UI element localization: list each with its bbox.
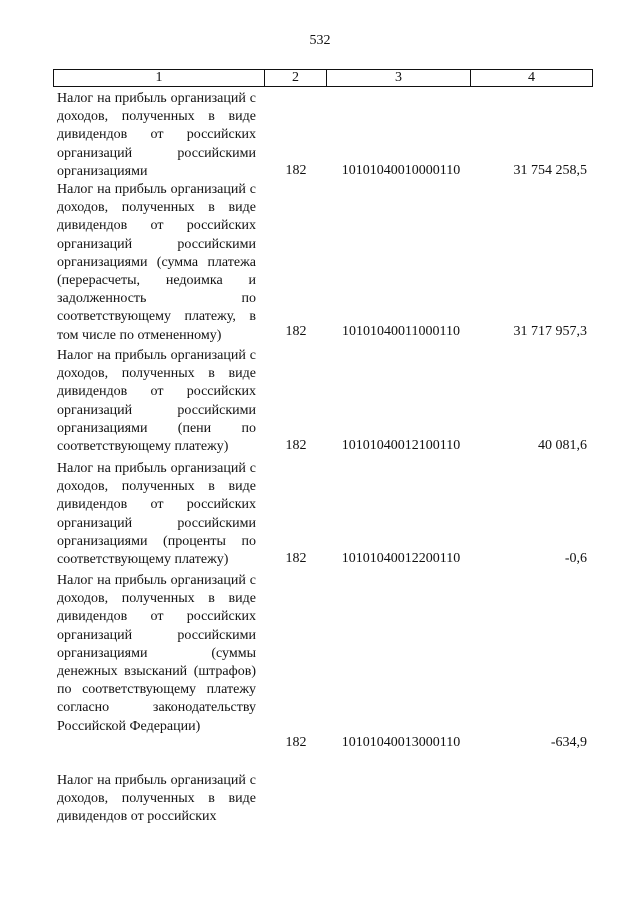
row-description: Налог на прибыль организаций с доходов, полученных в виде дивидендов от российских организаций российскими организациями (суммы денежных взысканий (штрафов) по соответствующему платежу согласно законодательству Российской Федерации)	[57, 573, 256, 734]
row-budget-code: 10101040011000110	[342, 323, 460, 339]
row-admin-code: 182	[285, 550, 307, 566]
row-amount: 40 081,6	[538, 437, 587, 453]
table-row	[0, 772, 640, 832]
table-row	[0, 90, 640, 180]
row-description: Налог на прибыль организаций с доходов, полученных в виде дивидендов от российских организаций российскими организациями (сумма платежа (перерасчеты, недоимка и задолженность по соответствующему платежу, в том числе по отмененному)	[57, 182, 256, 343]
table-row	[0, 460, 640, 568]
column-header-2: 2	[265, 70, 327, 86]
row-amount: 31 717 957,3	[513, 323, 587, 339]
row-admin-code: 182	[285, 437, 307, 453]
row-description: Налог на прибыль организаций с доходов, полученных в виде дивидендов от российских организаций российскими организациями (пени по соответствующему платежу)	[57, 348, 256, 455]
row-budget-code: 10101040012200110	[341, 550, 461, 566]
row-description: Налог на прибыль организаций с доходов, полученных в виде дивидендов от российских	[57, 773, 256, 825]
row-budget-code: 10101040010000110	[341, 162, 461, 178]
row-budget-code: 10101040012100110	[341, 437, 461, 453]
table-header	[53, 69, 593, 87]
row-amount: 31 754 258,5	[513, 162, 587, 178]
table-row	[0, 181, 640, 341]
row-amount: -0,6	[564, 550, 587, 566]
table-row	[0, 347, 640, 455]
column-header-4: 4	[528, 70, 535, 85]
row-description: Налог на прибыль организаций с доходов, полученных в виде дивидендов от российских организаций российскими организациями (проценты по соответствующему платежу)	[57, 461, 256, 568]
row-admin-code: 182	[285, 162, 307, 178]
row-amount: -634,9	[550, 734, 587, 750]
page-number: 532	[309, 33, 331, 48]
row-admin-code: 182	[285, 734, 307, 750]
table-row	[0, 572, 640, 752]
row-description: Налог на прибыль организаций с доходов, полученных в виде дивидендов от российских организаций российскими организациями	[57, 91, 256, 179]
column-header-3: 3	[327, 70, 471, 86]
row-budget-code: 10101040013000110	[341, 734, 461, 750]
column-header-1: 1	[54, 70, 265, 86]
row-admin-code: 182	[285, 323, 307, 339]
